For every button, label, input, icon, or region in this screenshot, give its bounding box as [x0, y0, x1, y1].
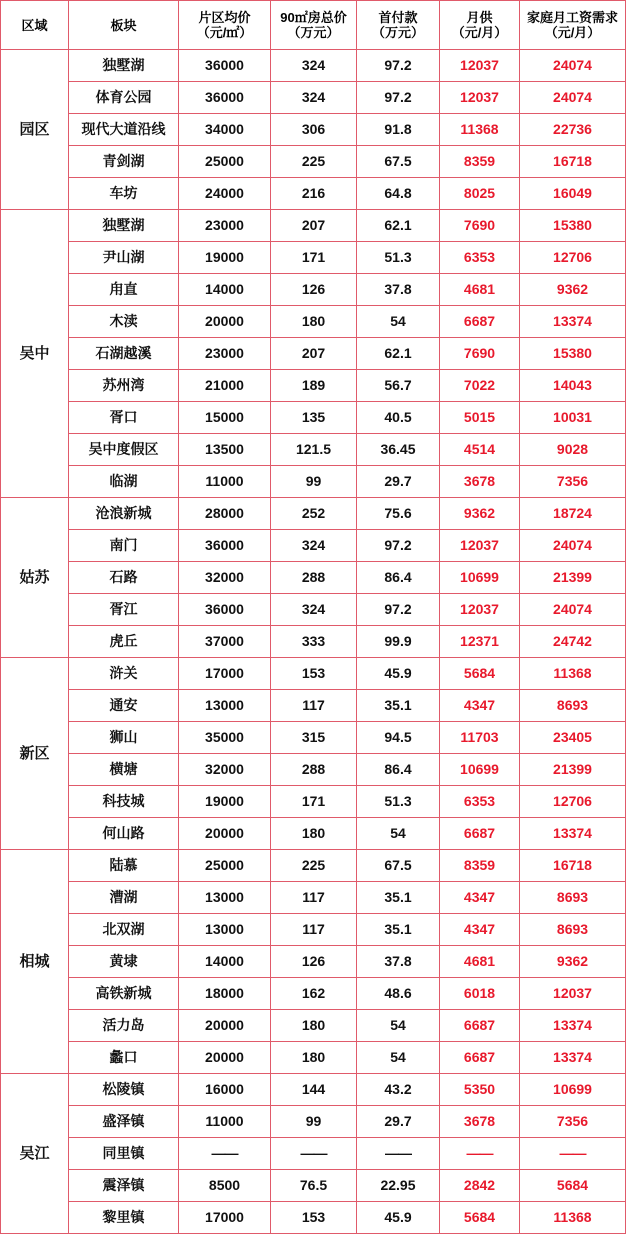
table-row [1, 434, 626, 466]
table-row [1, 1042, 626, 1074]
header-monthly-main: 月供 [466, 10, 493, 25]
cell-area: 松陵镇 [69, 1074, 179, 1106]
cell-price: 24000 [179, 178, 271, 210]
cell-income: 9362 [520, 274, 626, 306]
cell-area: 同里镇 [69, 1138, 179, 1170]
cell-income: 23405 [520, 722, 626, 754]
cell-price: 20000 [179, 306, 271, 338]
cell-total: 180 [271, 1042, 357, 1074]
cell-total: 180 [271, 1010, 357, 1042]
cell-area: 独墅湖 [69, 50, 179, 82]
cell-total: 216 [271, 178, 357, 210]
table-row [1, 1074, 626, 1106]
cell-monthly: 11703 [440, 722, 520, 754]
cell-monthly: 7690 [440, 338, 520, 370]
cell-area: 尹山湖 [69, 242, 179, 274]
cell-income: 13374 [520, 1010, 626, 1042]
cell-total: 315 [271, 722, 357, 754]
cell-income: 9362 [520, 946, 626, 978]
cell-income: 12706 [520, 786, 626, 818]
cell-income: 11368 [520, 1202, 626, 1234]
cell-income: 8693 [520, 882, 626, 914]
cell-price: 32000 [179, 754, 271, 786]
cell-income: 7356 [520, 1106, 626, 1138]
cell-monthly: 12037 [440, 50, 520, 82]
table-row [1, 402, 626, 434]
cell-price: 13500 [179, 434, 271, 466]
table-row [1, 978, 626, 1010]
cell-total: 252 [271, 498, 357, 530]
cell-area: 石湖越溪 [69, 338, 179, 370]
table-row [1, 1106, 626, 1138]
cell-income: 16049 [520, 178, 626, 210]
region-cell: 姑苏 [1, 498, 69, 658]
table-row [1, 722, 626, 754]
cell-income: 24074 [520, 530, 626, 562]
cell-monthly: 7690 [440, 210, 520, 242]
cell-area: 南门 [69, 530, 179, 562]
cell-total: 171 [271, 786, 357, 818]
cell-price: 17000 [179, 1202, 271, 1234]
cell-monthly: 11368 [440, 114, 520, 146]
cell-total: 225 [271, 850, 357, 882]
cell-down: 54 [357, 1010, 440, 1042]
cell-monthly: 4347 [440, 882, 520, 914]
cell-area: 体育公园 [69, 82, 179, 114]
header-income-main: 家庭月工资需求 [526, 10, 618, 25]
cell-monthly: 7022 [440, 370, 520, 402]
cell-monthly: 6018 [440, 978, 520, 1010]
table-row [1, 946, 626, 978]
header-region-main: 区域 [21, 17, 48, 33]
table-row [1, 882, 626, 914]
cell-income: 8693 [520, 914, 626, 946]
region-cell: 相城 [1, 850, 69, 1074]
cell-monthly: 5350 [440, 1074, 520, 1106]
cell-price: 36000 [179, 50, 271, 82]
header-region [1, 1, 69, 50]
cell-down: 45.9 [357, 658, 440, 690]
header-total [271, 1, 357, 50]
cell-income: 10699 [520, 1074, 626, 1106]
cell-total: 135 [271, 402, 357, 434]
cell-area: 盛泽镇 [69, 1106, 179, 1138]
table-row [1, 498, 626, 530]
cell-price: 18000 [179, 978, 271, 1010]
cell-down: 86.4 [357, 562, 440, 594]
cell-monthly: 4514 [440, 434, 520, 466]
cell-price: 14000 [179, 946, 271, 978]
header-price [179, 1, 271, 50]
cell-area: 胥口 [69, 402, 179, 434]
cell-area: 狮山 [69, 722, 179, 754]
cell-total: 324 [271, 50, 357, 82]
table-row [1, 242, 626, 274]
cell-income: 24074 [520, 594, 626, 626]
header-area [69, 1, 179, 50]
cell-price: 19000 [179, 786, 271, 818]
cell-area: 活力岛 [69, 1010, 179, 1042]
cell-area: 沧浪新城 [69, 498, 179, 530]
cell-price: 11000 [179, 1106, 271, 1138]
cell-total: 333 [271, 626, 357, 658]
cell-down: 97.2 [357, 50, 440, 82]
cell-monthly: 9362 [440, 498, 520, 530]
table-row [1, 274, 626, 306]
cell-monthly: 12037 [440, 530, 520, 562]
cell-total: 189 [271, 370, 357, 402]
table-body [1, 50, 626, 1234]
cell-area: 吴中度假区 [69, 434, 179, 466]
cell-income: 7356 [520, 466, 626, 498]
cell-area: 高铁新城 [69, 978, 179, 1010]
cell-price: —— [179, 1138, 271, 1170]
cell-area: 漕湖 [69, 882, 179, 914]
cell-price: 28000 [179, 498, 271, 530]
cell-area: 虎丘 [69, 626, 179, 658]
table-row [1, 594, 626, 626]
cell-down: 99.9 [357, 626, 440, 658]
cell-price: 19000 [179, 242, 271, 274]
cell-area: 震泽镇 [69, 1170, 179, 1202]
cell-area: 苏州湾 [69, 370, 179, 402]
header-monthly-sub: （元/月） [451, 25, 508, 40]
cell-down: 37.8 [357, 274, 440, 306]
cell-price: 17000 [179, 658, 271, 690]
cell-down: 62.1 [357, 210, 440, 242]
cell-area: 何山路 [69, 818, 179, 850]
cell-down: 40.5 [357, 402, 440, 434]
cell-monthly: 12037 [440, 594, 520, 626]
cell-price: 23000 [179, 210, 271, 242]
cell-price: 20000 [179, 1010, 271, 1042]
table-row [1, 658, 626, 690]
cell-monthly: 8359 [440, 850, 520, 882]
cell-down: 45.9 [357, 1202, 440, 1234]
cell-down: 86.4 [357, 754, 440, 786]
cell-monthly: 6687 [440, 306, 520, 338]
cell-income: 15380 [520, 210, 626, 242]
cell-area: 黄埭 [69, 946, 179, 978]
cell-income: 12037 [520, 978, 626, 1010]
cell-monthly: 12037 [440, 82, 520, 114]
cell-down: 97.2 [357, 594, 440, 626]
cell-down: 51.3 [357, 786, 440, 818]
header-downpayment-sub: （万元） [371, 25, 424, 40]
cell-down: 62.1 [357, 338, 440, 370]
cell-monthly: 10699 [440, 562, 520, 594]
table-row [1, 466, 626, 498]
cell-area: 胥江 [69, 594, 179, 626]
cell-down: 54 [357, 818, 440, 850]
table-row [1, 338, 626, 370]
cell-total: 117 [271, 914, 357, 946]
table-row [1, 306, 626, 338]
cell-price: 23000 [179, 338, 271, 370]
cell-area: 浒关 [69, 658, 179, 690]
cell-total: 126 [271, 946, 357, 978]
cell-down: 35.1 [357, 914, 440, 946]
cell-total: 99 [271, 1106, 357, 1138]
table-row [1, 82, 626, 114]
cell-price: 34000 [179, 114, 271, 146]
header-income-sub: （元/月） [544, 25, 601, 40]
cell-income: 16718 [520, 850, 626, 882]
cell-monthly: 10699 [440, 754, 520, 786]
cell-total: 121.5 [271, 434, 357, 466]
cell-total: 288 [271, 754, 357, 786]
cell-monthly: 8025 [440, 178, 520, 210]
table-row [1, 1170, 626, 1202]
cell-area: 科技城 [69, 786, 179, 818]
cell-down: 54 [357, 306, 440, 338]
cell-monthly: 6687 [440, 1042, 520, 1074]
cell-down: —— [357, 1138, 440, 1170]
cell-income: 18724 [520, 498, 626, 530]
cell-income: 12706 [520, 242, 626, 274]
cell-price: 14000 [179, 274, 271, 306]
cell-income: 10031 [520, 402, 626, 434]
cell-monthly: 6353 [440, 786, 520, 818]
cell-income: 13374 [520, 306, 626, 338]
cell-price: 37000 [179, 626, 271, 658]
cell-monthly: 4681 [440, 274, 520, 306]
cell-down: 94.5 [357, 722, 440, 754]
cell-income: 24074 [520, 50, 626, 82]
cell-monthly: 5684 [440, 658, 520, 690]
cell-price: 11000 [179, 466, 271, 498]
cell-total: 126 [271, 274, 357, 306]
cell-monthly: 4347 [440, 690, 520, 722]
cell-down: 35.1 [357, 690, 440, 722]
cell-monthly: —— [440, 1138, 520, 1170]
cell-monthly: 6353 [440, 242, 520, 274]
cell-income: 24742 [520, 626, 626, 658]
header-monthly [440, 1, 520, 50]
cell-income: 9028 [520, 434, 626, 466]
cell-area: 甪直 [69, 274, 179, 306]
cell-area: 临湖 [69, 466, 179, 498]
cell-price: 36000 [179, 530, 271, 562]
cell-down: 97.2 [357, 82, 440, 114]
cell-price: 20000 [179, 818, 271, 850]
cell-total: 324 [271, 82, 357, 114]
cell-monthly: 3678 [440, 466, 520, 498]
cell-down: 97.2 [357, 530, 440, 562]
cell-income: —— [520, 1138, 626, 1170]
cell-total: 180 [271, 306, 357, 338]
cell-income: 22736 [520, 114, 626, 146]
cell-price: 25000 [179, 146, 271, 178]
cell-monthly: 3678 [440, 1106, 520, 1138]
cell-down: 67.5 [357, 850, 440, 882]
cell-monthly: 2842 [440, 1170, 520, 1202]
table-row [1, 914, 626, 946]
cell-price: 16000 [179, 1074, 271, 1106]
cell-monthly: 12371 [440, 626, 520, 658]
cell-price: 15000 [179, 402, 271, 434]
header-area-main: 板块 [110, 17, 137, 33]
table-row [1, 786, 626, 818]
cell-income: 13374 [520, 1042, 626, 1074]
cell-total: 99 [271, 466, 357, 498]
cell-total: 144 [271, 1074, 357, 1106]
cell-area: 石路 [69, 562, 179, 594]
cell-total: 207 [271, 338, 357, 370]
table-row [1, 178, 626, 210]
region-cell: 园区 [1, 50, 69, 210]
cell-down: 91.8 [357, 114, 440, 146]
header-total-main: 90㎡房总价 [280, 10, 347, 25]
cell-price: 13000 [179, 914, 271, 946]
table-row [1, 1202, 626, 1234]
table-row [1, 754, 626, 786]
cell-down: 22.95 [357, 1170, 440, 1202]
header-downpayment-main: 首付款 [378, 10, 418, 25]
cell-income: 8693 [520, 690, 626, 722]
cell-total: 288 [271, 562, 357, 594]
cell-area: 蠡口 [69, 1042, 179, 1074]
region-cell: 吴中 [1, 210, 69, 498]
cell-price: 13000 [179, 882, 271, 914]
header-row [1, 1, 626, 50]
header-price-sub: （元/㎡） [196, 25, 253, 40]
header-total-sub: （万元） [287, 25, 340, 40]
cell-monthly: 8359 [440, 146, 520, 178]
table-row [1, 626, 626, 658]
cell-income: 21399 [520, 562, 626, 594]
cell-down: 43.2 [357, 1074, 440, 1106]
cell-down: 35.1 [357, 882, 440, 914]
cell-income: 14043 [520, 370, 626, 402]
cell-price: 25000 [179, 850, 271, 882]
cell-total: 207 [271, 210, 357, 242]
table-row [1, 370, 626, 402]
cell-total: 225 [271, 146, 357, 178]
table-row [1, 690, 626, 722]
region-cell: 新区 [1, 658, 69, 850]
cell-area: 陆慕 [69, 850, 179, 882]
cell-total: 171 [271, 242, 357, 274]
cell-down: 51.3 [357, 242, 440, 274]
cell-area: 独墅湖 [69, 210, 179, 242]
table-header [1, 1, 626, 50]
cell-down: 29.7 [357, 1106, 440, 1138]
table-row [1, 818, 626, 850]
cell-monthly: 6687 [440, 1010, 520, 1042]
cell-total: 117 [271, 882, 357, 914]
cell-price: 8500 [179, 1170, 271, 1202]
table-row [1, 530, 626, 562]
cell-down: 29.7 [357, 466, 440, 498]
cell-income: 5684 [520, 1170, 626, 1202]
cell-monthly: 4681 [440, 946, 520, 978]
table-row [1, 1010, 626, 1042]
cell-total: 153 [271, 1202, 357, 1234]
cell-area: 北双湖 [69, 914, 179, 946]
header-price-main: 片区均价 [198, 10, 251, 25]
cell-income: 13374 [520, 818, 626, 850]
cell-income: 21399 [520, 754, 626, 786]
cell-area: 通安 [69, 690, 179, 722]
cell-total: 153 [271, 658, 357, 690]
cell-income: 16718 [520, 146, 626, 178]
cell-total: 76.5 [271, 1170, 357, 1202]
table-row [1, 50, 626, 82]
cell-price: 35000 [179, 722, 271, 754]
table-row [1, 210, 626, 242]
table-row [1, 114, 626, 146]
cell-area: 青剑湖 [69, 146, 179, 178]
table-row [1, 1138, 626, 1170]
cell-price: 20000 [179, 1042, 271, 1074]
cell-monthly: 5015 [440, 402, 520, 434]
cell-total: 324 [271, 530, 357, 562]
cell-monthly: 4347 [440, 914, 520, 946]
cell-area: 木渎 [69, 306, 179, 338]
cell-down: 64.8 [357, 178, 440, 210]
cell-price: 36000 [179, 82, 271, 114]
cell-down: 54 [357, 1042, 440, 1074]
cell-income: 11368 [520, 658, 626, 690]
cell-price: 32000 [179, 562, 271, 594]
cell-total: 180 [271, 818, 357, 850]
cell-total: 306 [271, 114, 357, 146]
cell-monthly: 6687 [440, 818, 520, 850]
cell-area: 现代大道沿线 [69, 114, 179, 146]
cell-total: 117 [271, 690, 357, 722]
cell-down: 37.8 [357, 946, 440, 978]
cell-area: 黎里镇 [69, 1202, 179, 1234]
cell-down: 67.5 [357, 146, 440, 178]
header-downpayment [357, 1, 440, 50]
cell-area: 车坊 [69, 178, 179, 210]
cell-income: 15380 [520, 338, 626, 370]
table-row [1, 850, 626, 882]
cell-price: 21000 [179, 370, 271, 402]
table-row [1, 562, 626, 594]
cell-down: 48.6 [357, 978, 440, 1010]
table-row [1, 146, 626, 178]
cell-total: —— [271, 1138, 357, 1170]
region-cell: 吴江 [1, 1074, 69, 1234]
header-income [520, 1, 626, 50]
cell-income: 24074 [520, 82, 626, 114]
cell-total: 162 [271, 978, 357, 1010]
cell-price: 36000 [179, 594, 271, 626]
cell-down: 36.45 [357, 434, 440, 466]
cell-total: 324 [271, 594, 357, 626]
cell-price: 13000 [179, 690, 271, 722]
cell-down: 56.7 [357, 370, 440, 402]
cell-down: 75.6 [357, 498, 440, 530]
cell-area: 横塘 [69, 754, 179, 786]
cell-monthly: 5684 [440, 1202, 520, 1234]
